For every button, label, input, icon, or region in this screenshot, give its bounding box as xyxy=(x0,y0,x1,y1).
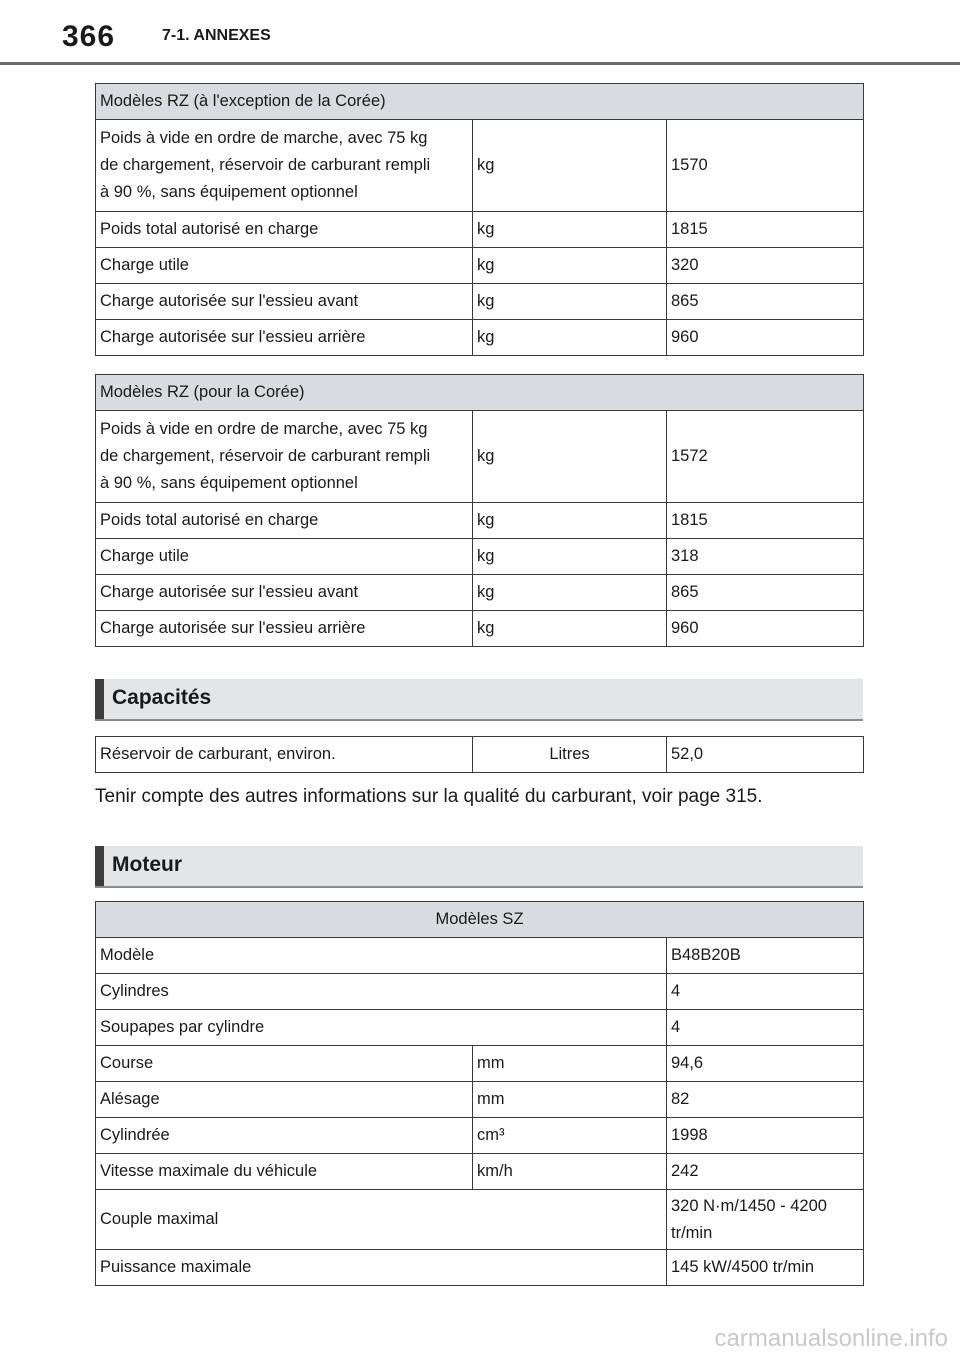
row-unit: km/h xyxy=(473,1154,667,1190)
value-line: tr/min xyxy=(671,1223,713,1242)
row-label: Vitesse maximale du véhicule xyxy=(96,1154,473,1190)
row-value: 960 xyxy=(667,320,864,356)
row-label: Charge autorisée sur l'essieu avant xyxy=(96,575,473,611)
row-unit: kg xyxy=(473,611,667,647)
row-unit: kg xyxy=(473,539,667,575)
row-unit: kg xyxy=(473,248,667,284)
row-value: 4 xyxy=(667,1010,864,1046)
row-label: Modèle xyxy=(96,938,667,974)
row-unit: kg xyxy=(473,503,667,539)
row-label: Puissance maximale xyxy=(96,1250,667,1286)
row-value: 52,0 xyxy=(667,737,864,773)
label-line: de chargement, réservoir de carburant rempli xyxy=(100,447,431,465)
row-label: Alésage xyxy=(96,1082,473,1118)
row-label: Cylindres xyxy=(96,974,667,1010)
row-label: Charge autorisée sur l'essieu arrière xyxy=(96,611,473,647)
page-number: 366 xyxy=(62,20,116,53)
row-value: 1570 xyxy=(667,120,864,212)
row-unit: kg xyxy=(473,212,667,248)
page-header xyxy=(0,0,960,66)
row-label: Poids total autorisé en charge xyxy=(96,212,473,248)
row-value xyxy=(667,1190,864,1250)
label-line: à 90 %, sans équipement optionnel xyxy=(100,474,358,492)
row-label: Charge autorisée sur l'essieu arrière xyxy=(96,320,473,356)
moteur-heading-text: Moteur xyxy=(112,853,182,876)
moteur-table xyxy=(95,901,864,1286)
row-value: 865 xyxy=(667,575,864,611)
row-unit: mm xyxy=(473,1046,667,1082)
row-label: Poids total autorisé en charge xyxy=(96,503,473,539)
row-label: Soupapes par cylindre xyxy=(96,1010,667,1046)
row-value: 82 xyxy=(667,1082,864,1118)
row-label: Charge utile xyxy=(96,248,473,284)
row-value: 1815 xyxy=(667,212,864,248)
rz-weights-table xyxy=(95,83,864,356)
capacites-heading xyxy=(95,679,863,721)
row-label: Cylindrée xyxy=(96,1118,473,1154)
table-title: Modèles RZ (à l'exception de la Corée) xyxy=(96,84,864,120)
value-line: 320 N·m/1450 - 4200 xyxy=(671,1196,827,1215)
row-label: Couple maximal xyxy=(96,1190,667,1250)
row-unit: kg xyxy=(473,284,667,320)
fuel-note: Tenir compte des autres informations sur la qualité du carburant, voir page 315. xyxy=(95,786,763,807)
row-unit: Litres xyxy=(473,737,667,773)
row-unit: mm xyxy=(473,1082,667,1118)
row-label xyxy=(96,120,473,212)
watermark: carmanualsonline.info xyxy=(714,1325,948,1352)
table-title: Modèles SZ xyxy=(96,902,864,938)
capacites-table xyxy=(95,736,864,773)
capacites-heading-text: Capacités xyxy=(112,686,212,709)
label-line: à 90 %, sans équipement optionnel xyxy=(100,183,358,201)
row-unit: kg xyxy=(473,120,667,212)
rz-korea-weights-table xyxy=(95,374,864,647)
section-title: 7-1. ANNEXES xyxy=(162,27,271,44)
table-title: Modèles RZ (pour la Corée) xyxy=(96,375,864,411)
row-label: Course xyxy=(96,1046,473,1082)
row-unit: kg xyxy=(473,320,667,356)
row-value: B48B20B xyxy=(667,938,864,974)
row-unit: kg xyxy=(473,575,667,611)
row-value: 4 xyxy=(667,974,864,1010)
row-value: 865 xyxy=(667,284,864,320)
row-value: 1815 xyxy=(667,503,864,539)
row-value: 960 xyxy=(667,611,864,647)
row-label: Réservoir de carburant, environ. xyxy=(96,737,473,773)
row-label: Charge autorisée sur l'essieu avant xyxy=(96,284,473,320)
moteur-heading xyxy=(95,846,863,888)
row-value: 1998 xyxy=(667,1118,864,1154)
row-unit: kg xyxy=(473,411,667,503)
label-line: de chargement, réservoir de carburant rempli xyxy=(100,156,431,174)
label-line: Poids à vide en ordre de marche, avec 75 kg xyxy=(100,420,428,438)
row-value: 94,6 xyxy=(667,1046,864,1082)
label-line: Poids à vide en ordre de marche, avec 75 kg xyxy=(100,129,428,147)
row-unit: cm³ xyxy=(473,1118,667,1154)
row-value: 320 xyxy=(667,248,864,284)
row-value: 1572 xyxy=(667,411,864,503)
header-divider xyxy=(0,62,960,65)
row-value: 242 xyxy=(667,1154,864,1190)
row-label: Charge utile xyxy=(96,539,473,575)
row-value: 318 xyxy=(667,539,864,575)
row-label xyxy=(96,411,473,503)
row-value: 145 kW/4500 tr/min xyxy=(667,1250,864,1286)
